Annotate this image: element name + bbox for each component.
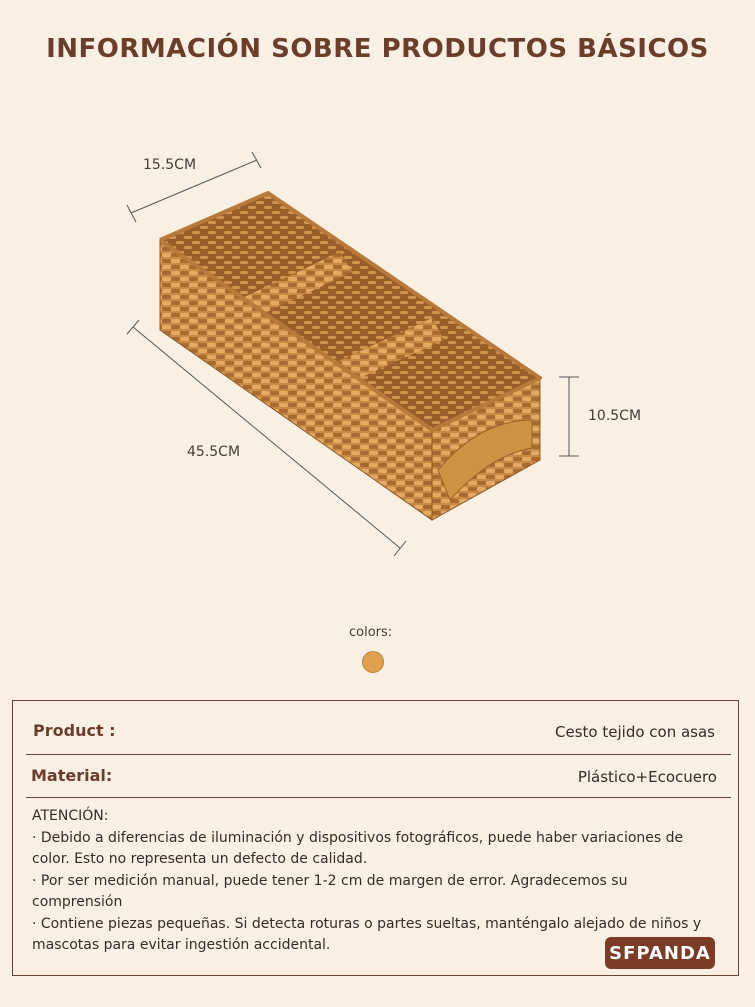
height-label: 10.5CM: [588, 408, 642, 424]
note-item: · Por ser medición manual, puede tener 1-2 cm de margen de error. Agradecemos su comprensión: [32, 872, 628, 910]
page-title: INFORMACIÓN SOBRE PRODUCTOS BÁSICOS: [46, 34, 709, 64]
height-dimension-line: [559, 377, 579, 456]
colors-label: colors:: [349, 625, 393, 640]
color-swatch[interactable]: [362, 651, 384, 673]
product-label: Product :: [33, 721, 116, 740]
material-label: Material:: [31, 766, 113, 785]
note-item: · Debido a diferencias de iluminación y dispositivos fotográficos, puede haber variaciones de color. Esto no representa un defecto de calidad.: [32, 829, 684, 867]
length-label: 45.5CM: [187, 444, 241, 460]
material-value: Plástico+Ecocuero: [577, 768, 717, 786]
note-item: · Contiene piezas pequeñas. Si detecta roturas o partes sueltas, manténgalo alejado de niños y mascotas para evitar ingestión accidental.: [32, 915, 702, 953]
product-value: Cesto tejido con asas: [555, 723, 715, 741]
divider: [26, 754, 731, 755]
brand-logo: SFPANDA: [605, 937, 715, 969]
basket-shape: [160, 193, 540, 520]
attention-heading: ATENCIÓN:: [32, 808, 109, 824]
divider: [26, 797, 731, 798]
attention-notes: [32, 806, 722, 957]
width-label: 15.5CM: [143, 157, 197, 173]
